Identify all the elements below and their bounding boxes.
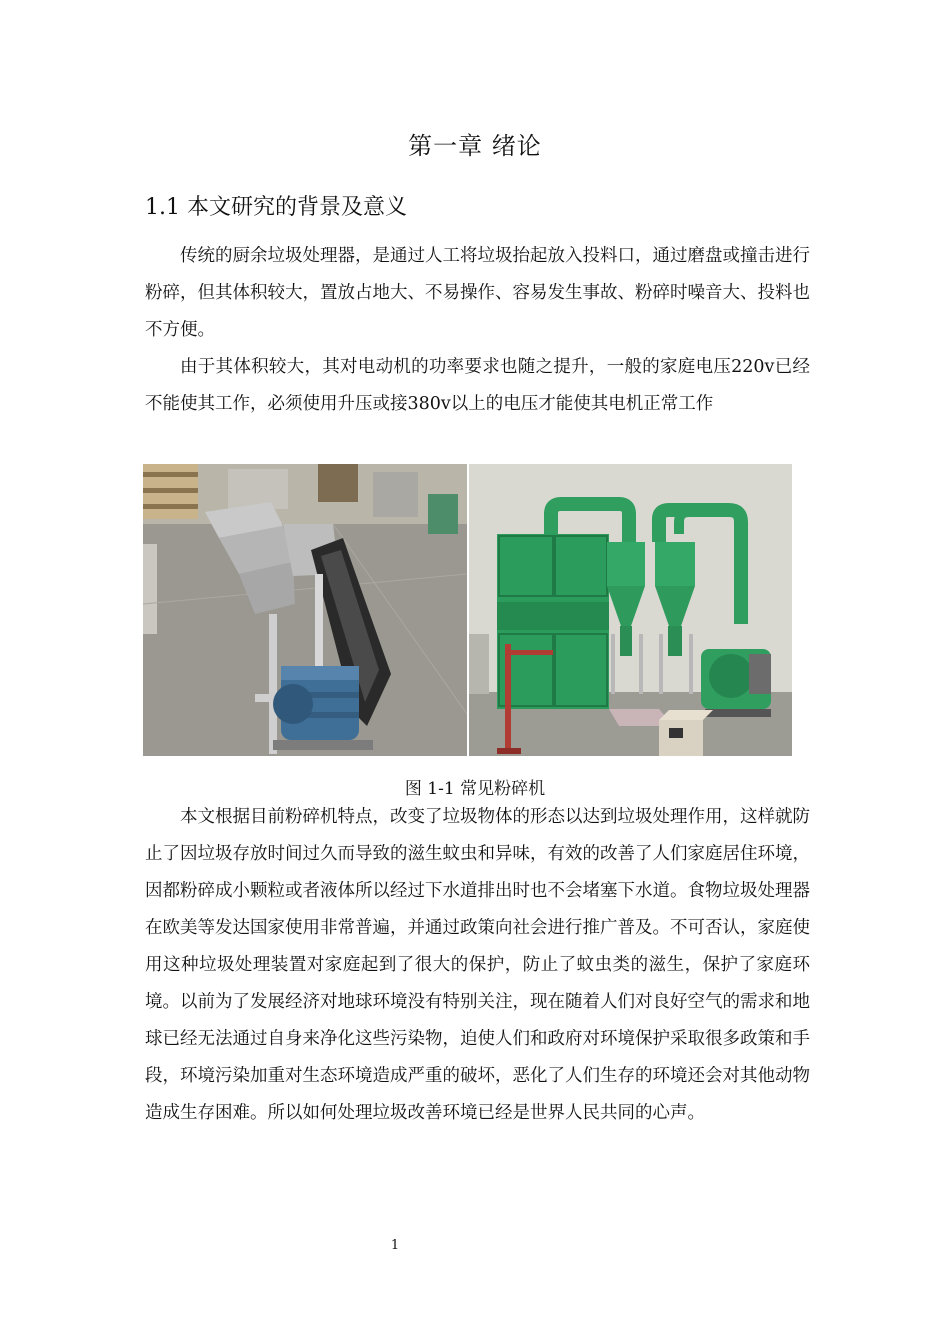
paragraph-block-intro xyxy=(145,238,810,423)
section-heading: 1.1 本文研究的背景及意义 xyxy=(145,195,407,220)
page-number: 1 xyxy=(390,1238,400,1253)
stainless-steel-crusher-photo xyxy=(143,464,467,756)
figure-crushers xyxy=(143,464,792,756)
green-cyclone-pulverizer-photo xyxy=(469,464,792,756)
paragraph: 传统的厨余垃圾处理器，是通过人工将垃圾抬起放入投料口，通过磨盘或撞击进行粉碎，但其体积较大，置放占地大、不易操作、容易发生事故、粉碎时噪音大、投料也不方便。 xyxy=(145,246,810,340)
paragraph: 本文根据目前粉碎机特点，改变了垃圾物体的形态以达到垃圾处理作用，这样就防止了因垃圾存放时间过久而导致的滋生蚊虫和异味，有效的改善了人们家庭居住环境，因都粉碎成小颗粒或者液体所以经过下水道排出时也不会堵塞下水道。食物垃圾处理器在欧美等发达国家使用非常普遍，并通过政策向社会进行推广普及。不可否认，家庭使用这种垃圾处理装置对家庭起到了很大的保护，防止了蚊虫类的滋生，保护了家庭环境。以前为了发展经济对地球环境没有特别关注，现在随着人们对良好空气的需求和地球已经无法通过自身来净化这些污染物，迫使人们和政府对环境保护采取很多政策和手段，环境污染加重对生态环境造成严重的破坏，恶化了人们生存的环境还会对其他动物造成生存困难。所以如何处理垃圾改善环境已经是世界人民共同的心声。 xyxy=(145,807,810,1123)
paragraph-block-main xyxy=(145,799,810,1132)
chapter-title: 第一章 绪论 xyxy=(408,132,542,160)
figure-caption: 图 1-1 常见粉碎机 xyxy=(404,779,546,799)
paragraph: 由于其体积较大，其对电动机的功率要求也随之提升，一般的家庭电压220v已经不能使其工作，必须使用升压或接380v以上的电压才能使其电机正常工作 xyxy=(145,357,810,414)
